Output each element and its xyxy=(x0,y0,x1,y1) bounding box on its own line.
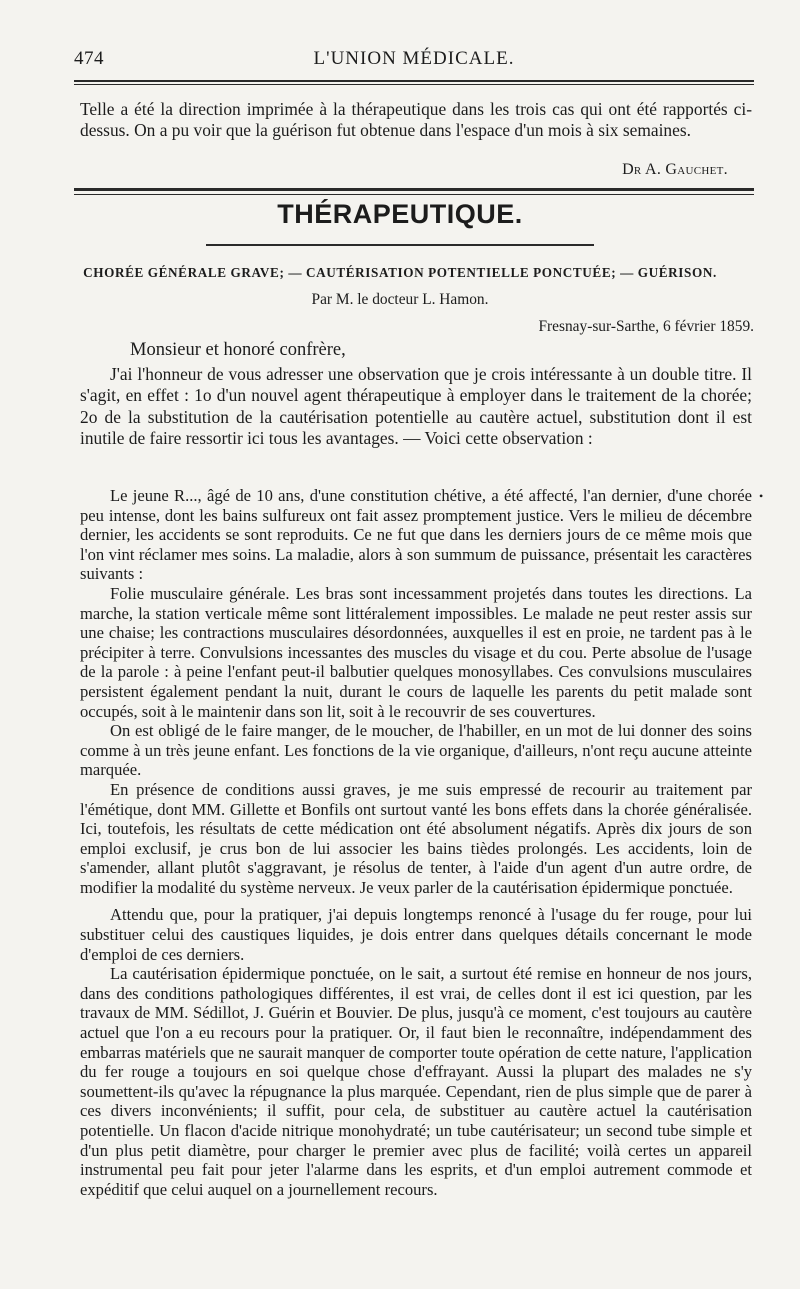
article-title: CHORÉE GÉNÉRALE GRAVE; — CAUTÉRISATION POTENTIELLE PONCTUÉE; — GUÉRISON. xyxy=(83,265,717,280)
margin-mark: • xyxy=(759,489,764,503)
header-rule xyxy=(74,80,754,82)
page-header xyxy=(74,48,754,74)
article-intro xyxy=(80,364,752,449)
body-paragraph-5: Attendu que, pour la pratiquer, j'ai depuis longtemps renoncé à l'usage du fer rouge, pour lui substituer celui des caustiques liquides, je dois entrer dans quelques détails concernant le mode d'emploi de ces derniers. xyxy=(80,905,752,964)
section-rule-top xyxy=(74,188,754,191)
section-title: THÉRAPEUTIQUE. xyxy=(277,199,523,229)
body-paragraph-2: Folie musculaire générale. Les bras sont incessamment projetés dans toutes les directions. La marche, la station verticale même sont littéralement impossibles. Le malade ne peut rester assis sur une chaise; les contractions musculaires désordonnées, auxquelles il est en proie, ne tardent pas à le précipiter à terre. Convulsions incessantes des muscles du visage et du cou. Perte absolue de l'usage de la parole : à peine l'enfant peut-il balbutier quelques monosyllabes. Ces convulsions musculaires persistent également pendant la nuit, durant le cours de laquelle les parents du petit malade sont occupés, soit à le maintenir dans son lit, soit à le recouvrir de ses couvertures. xyxy=(80,583,752,721)
section-rule-bottom xyxy=(74,194,754,195)
body-paragraph-6: La cautérisation épidermique ponctuée, on le sait, a surtout été remise en honneur de nos jours, dans des conditions pathologiques différentes, il est vrai, de celles dont il est ici question, par les travaux de MM. Sédillot, J. Guérin et Bouvier. De plus, jusqu'à ce moment, c'est toujours au cautère actuel que l'on a eu recours pour la pratiquer. Or, il faut bien le reconnaître, indépendamment des embarras matériels que ne saurait manquer de comporter toute opération de cette nature, l'application du fer rouge a toujours en soi quelque chose d'effrayant. Aussi la plupart des malades ne s'y soumettent-ils qu'avec la répugnance la plus marquée. Cependant, rien de plus simple que de parer à ces divers inconvénients; il suffit, pour cela, de substituer au cautère actuel la cautérisation potentielle. Un flacon d'acide nitrique monohydraté; un tube cautérisateur; un second tube simple et d'un plus petit diamètre, pour charger le premier avec plus de facilité; voilà certes un appareil instrumental peu fait pour jeter l'alarme dans les esprits, et d'un emploi autrement commode et expéditif que celui auquel on a journellement recours. xyxy=(80,964,752,1199)
previous-article-signature: Dr A. Gauchet. xyxy=(622,161,728,178)
letter-salutation: Monsieur et honoré confrère, xyxy=(130,340,346,360)
body-paragraph-4: En présence de conditions aussi graves, je me suis empressé de recourir au traitement par l'émétique, dont MM. Gillette et Bonfils ont surtout vanté les bons effets dans la chorée généralisée. Ici, toutefois, les résultats de cette médication ont été absolument négatifs. Après dix jours de son emploi exclusif, je crus bon de lui associer les bains tièdes prolongés. Les accidents, loin de s'amender, allant plutôt s'aggravant, je résolus de tenter, à l'aide d'un agent d'un autre ordre, de modifier la modalité du système nerveux. Je veux parler de la cautérisation épidermique ponctuée. xyxy=(80,779,752,897)
page-number: 474 xyxy=(74,48,104,69)
article-place-date: Fresnay-sur-Sarthe, 6 février 1859. xyxy=(538,318,754,335)
body-paragraph-1: Le jeune R..., âgé de 10 ans, d'une constitution chétive, a été affecté, l'an dernier, d'une chorée peu intense, dont les bains sulfureux ont fait assez promptement justice. Vers le milieu de décembre dernier, les accidents se sont reproduits. Ce ne fut que dans les derniers jours de ce même mois que l'on vint réclamer mes soins. La maladie, alors à son summum de puissance, présentait les caractères suivants : xyxy=(80,486,752,584)
previous-article-text: Telle a été la direction imprimée à la thérapeutique dans les trois cas qui ont été rapportés ci-dessus. On a pu voir que la guérison fut obtenue dans l'espace d'un mois à six semaines. xyxy=(80,99,752,140)
intro-paragraph: J'ai l'honneur de vous adresser une observation que je crois intéressante à un double titre. Il s'agit, en effet : 1o d'un nouvel agent thérapeutique à employer dans le traitement de la chorée; 2o de la substitution de la cautérisation potentielle au cautère actuel, substitution dont il est inutile de faire ressortir ici tous les avantages. — Voici cette observation : xyxy=(80,364,752,448)
journal-title: L'UNION MÉDICALE. xyxy=(313,48,515,69)
body-paragraph-3: On est obligé de le faire manger, de le moucher, de l'habiller, en un mot de lui donner des soins comme à un très jeune enfant. Les fonctions de la vie organique, d'ailleurs, n'ont reçu aucune atteinte marquée. xyxy=(80,721,752,780)
article-byline: Par M. le docteur L. Hamon. xyxy=(311,291,489,308)
header-rule-thin xyxy=(74,84,754,85)
section-title-underline xyxy=(206,244,594,246)
article-body xyxy=(80,486,752,1199)
